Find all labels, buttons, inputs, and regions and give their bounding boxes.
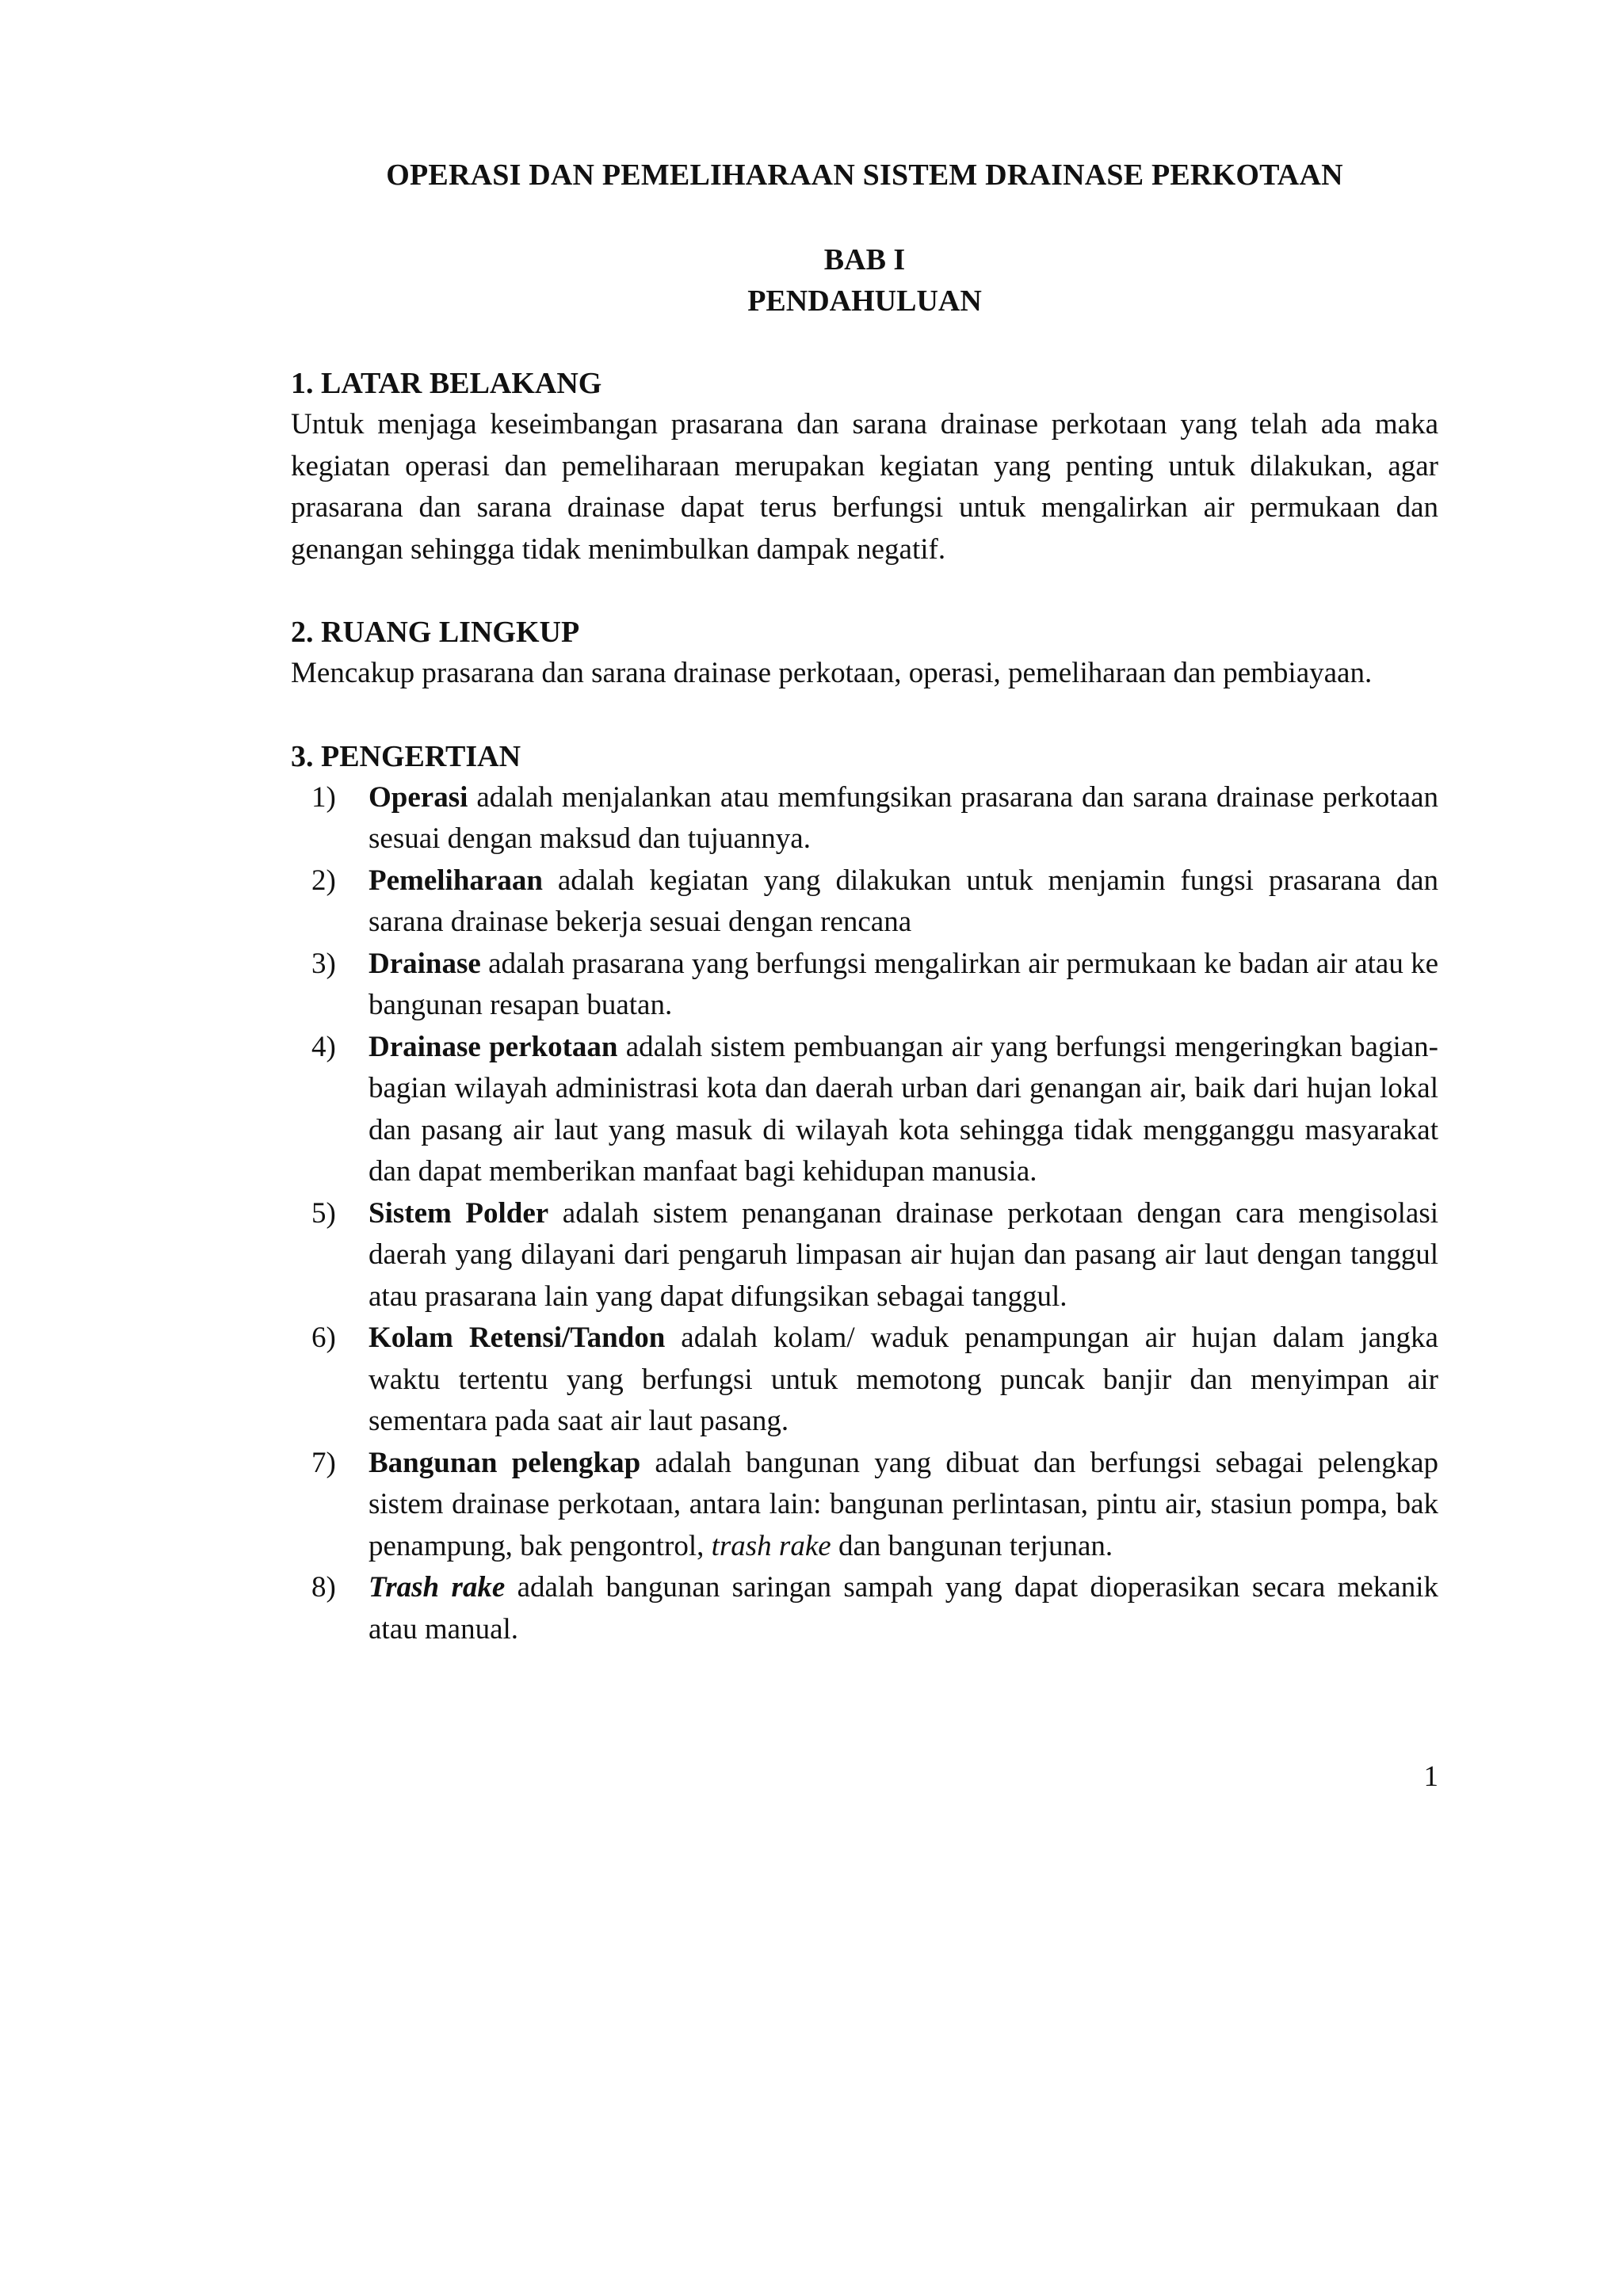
chapter-name: PENDAHULUAN [747,284,982,318]
definition-text: adalah bangunan yang dibuat dan berfungsi sebagai pelengkap sistem drainase perkotaan, antara lain: bangunan perlintasan, pintu air, stasiun pompa, bak penampung, bak pengontrol, [369,1446,1438,1562]
definition-italic-term: trash rake [711,1529,831,1562]
definition-item [291,777,1438,860]
item-number: 3) [311,947,336,980]
item-number: 5) [311,1196,336,1230]
definition-text: adalah sistem penanganan drainase perkotaan dengan cara mengisolasi daerah yang dilayani dari pengaruh limpasan air hujan dan pasang air laut dengan tanggul atau prasarana lain yang dapat difungsikan sebagai tanggul. [369,1196,1438,1313]
definition-item [291,860,1438,944]
section-body: Mencakup prasarana dan sarana drainase perkotaan, operasi, pemeliharaan dan pembiayaan. [291,657,1373,689]
definition-text: adalah sistem pembuangan air yang berfungsi mengeringkan bagian-bagian wilayah administrasi kota dan daerah urban dari genangan air, baik dari hujan lokal dan pasang air laut yang masuk di wilayah kota sehingga tidak mengganggu masyarakat dan dapat memberikan manfaat bagi kehidupan manusia. [369,1030,1438,1188]
item-number: 4) [311,1030,336,1063]
section-heading: 1. LATAR BELAKANG [291,367,602,400]
section-pengertian [291,736,1438,1651]
definition-item [291,1193,1438,1318]
item-number: 7) [311,1446,336,1479]
definition-term: Kolam Retensi/Tandon [369,1322,666,1354]
definition-term: Sistem Polder [369,1196,549,1230]
definition-text-after: dan bangunan terjunan. [831,1529,1113,1562]
definition-item [291,944,1438,1027]
item-number: 8) [311,1571,336,1604]
item-number: 2) [311,864,336,897]
definition-text: adalah bangunan saringan sampah yang dapat dioperasikan secara mekanik atau manual. [369,1571,1438,1646]
definition-term: Pemeliharaan [369,864,543,897]
definition-term: Trash rake [369,1571,506,1604]
section-body: Untuk menjaga keseimbangan prasarana dan sarana drainase perkotaan yang telah ada maka kegiatan operasi dan pemeliharaan merupakan kegiatan yang penting untuk dilakukan, agar prasarana dan sarana drainase dapat terus berfungsi untuk mengalirkan air permukaan dan genangan sehingga tidak menimbulkan dampak negatif. [291,408,1438,566]
definition-text: adalah kegiatan yang dilakukan untuk menjamin fungsi prasarana dan sarana drainase bekerja sesuai dengan rencana [369,864,1438,938]
page-number: 1 [1423,1760,1438,1793]
definition-item [291,1027,1438,1193]
definition-text: adalah prasarana yang berfungsi mengalirkan air permukaan ke badan air atau ke bangunan resapan buatan. [369,947,1438,1021]
chapter-number: BAB I [823,243,906,277]
definition-item [291,1567,1438,1650]
section-latar-belakang [291,363,1438,570]
section-ruang-lingkup [291,612,1438,695]
page-content [291,155,1438,1650]
item-number: 6) [311,1322,336,1354]
document-title: OPERASI DAN PEMELIHARAAN SISTEM DRAINASE PERKOTAAN [386,158,1343,192]
definition-term: Drainase perkotaan [369,1030,618,1063]
definition-item [291,1443,1438,1568]
section-heading: 2. RUANG LINGKUP [291,616,580,649]
section-heading: 3. PENGERTIAN [291,739,521,773]
definition-list [291,777,1438,1651]
definition-text: adalah menjalankan atau memfungsikan prasarana dan sarana drainase perkotaan sesuai dengan maksud dan tujuannya. [369,780,1438,855]
definition-term: Drainase [369,947,481,980]
item-number: 1) [311,780,336,814]
definition-text: adalah kolam/ waduk penampungan air hujan dalam jangka waktu tertentu yang berfungsi untuk memotong puncak banjir dan menyimpan air sementara pada saat air laut pasang. [369,1322,1438,1437]
definition-item [291,1318,1438,1443]
definition-term: Bangunan pelengkap [369,1446,641,1479]
definition-term: Operasi [369,780,468,814]
